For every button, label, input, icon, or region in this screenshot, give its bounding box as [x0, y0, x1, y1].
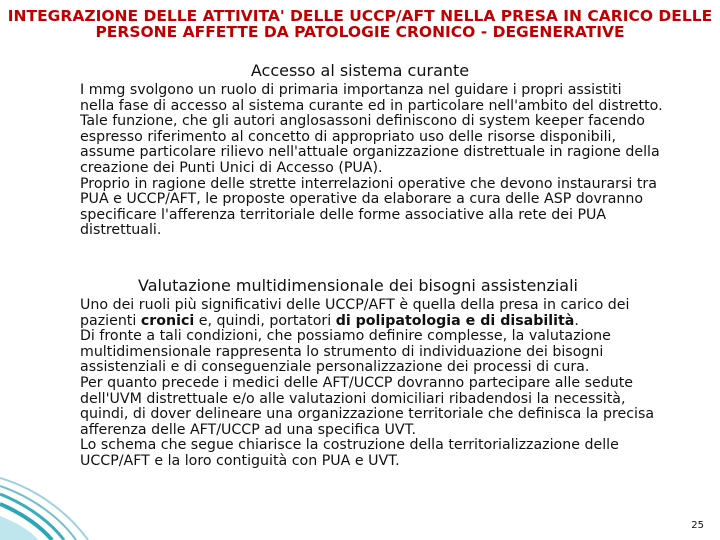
text-line	[80, 314, 702, 330]
text-line: multidimensionale rappresenta lo strumento di individuazione dei bisogni	[80, 343, 604, 360]
title-line-1: INTEGRAZIONE DELLE ATTIVITA' DELLE UCCP/AFT NELLA PRESA IN CARICO DELLE	[7, 7, 713, 25]
text-line: I mmg svolgono un ruolo di primaria importanza nel guidare i propri assistiti	[80, 82, 622, 98]
bold-text: di polipatologia e di disabilità	[335, 312, 575, 329]
text-line: nella fase di accesso al sistema curante ed in particolare nell'ambito del distretto.	[80, 97, 663, 114]
text-line: specificare l'afferenza territoriale delle forme associative alla rete dei PUA	[80, 206, 607, 223]
text-line: UCCP/AFT e la loro contiguità con PUA e UVT.	[80, 452, 400, 469]
text-line: Di fronte a tali condizioni, che possiamo definire complesse, la valutazione	[80, 328, 611, 345]
text-line: Per quanto precede i medici delle AFT/UCCP dovranno partecipare alle sedute	[80, 374, 633, 391]
section-heading-accesso: Accesso al sistema curante	[250, 61, 470, 80]
text-line: dell'UVM distrettuale e/o alle valutazioni domiciliari ribadendosi la necessità,	[80, 390, 626, 407]
text-line: creazione dei Punti Unici di Accesso (PUA).	[80, 159, 383, 176]
text-line: distrettuali.	[80, 222, 162, 239]
title-line-2: PERSONE AFFETTE DA PATOLOGIE CRONICO - DEGENERATIVE	[95, 23, 625, 41]
corner-decoration	[0, 460, 110, 540]
page-number: 25	[691, 520, 704, 531]
text-line: Uno dei ruoli più significativi delle UCCP/AFT è quella della presa in carico dei	[80, 297, 630, 313]
text-span: e, quindi, portatori	[194, 312, 336, 329]
text-span: pazienti	[80, 312, 141, 329]
text-span: .	[574, 312, 579, 329]
text-line: assume particolare rilievo nell'attuale organizzazione distrettuale in ragione della	[80, 144, 660, 161]
page-title	[0, 8, 720, 40]
section-heading-valutazione: Valutazione multidimensionale dei bisogni assistenziali	[138, 276, 578, 295]
section-body-accesso	[80, 83, 702, 239]
bold-text: cronici	[140, 312, 195, 329]
text-line: Lo schema che segue chiarisce la costruzione della territorializzazione delle	[80, 437, 619, 454]
text-line: Tale funzione, che gli autori anglosassoni definiscono di system keeper facendo	[80, 113, 645, 130]
text-line: assistenziali e di conseguenziale personalizzazione dei processi di cura.	[80, 359, 590, 376]
text-line: PUA e UCCP/AFT, le proposte operative da elaborare a cura delle ASP dovranno	[80, 191, 644, 208]
section-body-valutazione	[80, 298, 702, 470]
text-line: espresso riferimento al concetto di appropriato uso delle risorse disponibili,	[80, 128, 617, 145]
text-line: afferenza delle AFT/UCCP ad una specifica UVT.	[80, 421, 417, 438]
text-line: Proprio in ragione delle strette interrelazioni operative che devono instaurarsi tra	[80, 175, 657, 192]
text-line: quindi, di dover delineare una organizzazione territoriale che definisca la precisa	[80, 406, 655, 423]
